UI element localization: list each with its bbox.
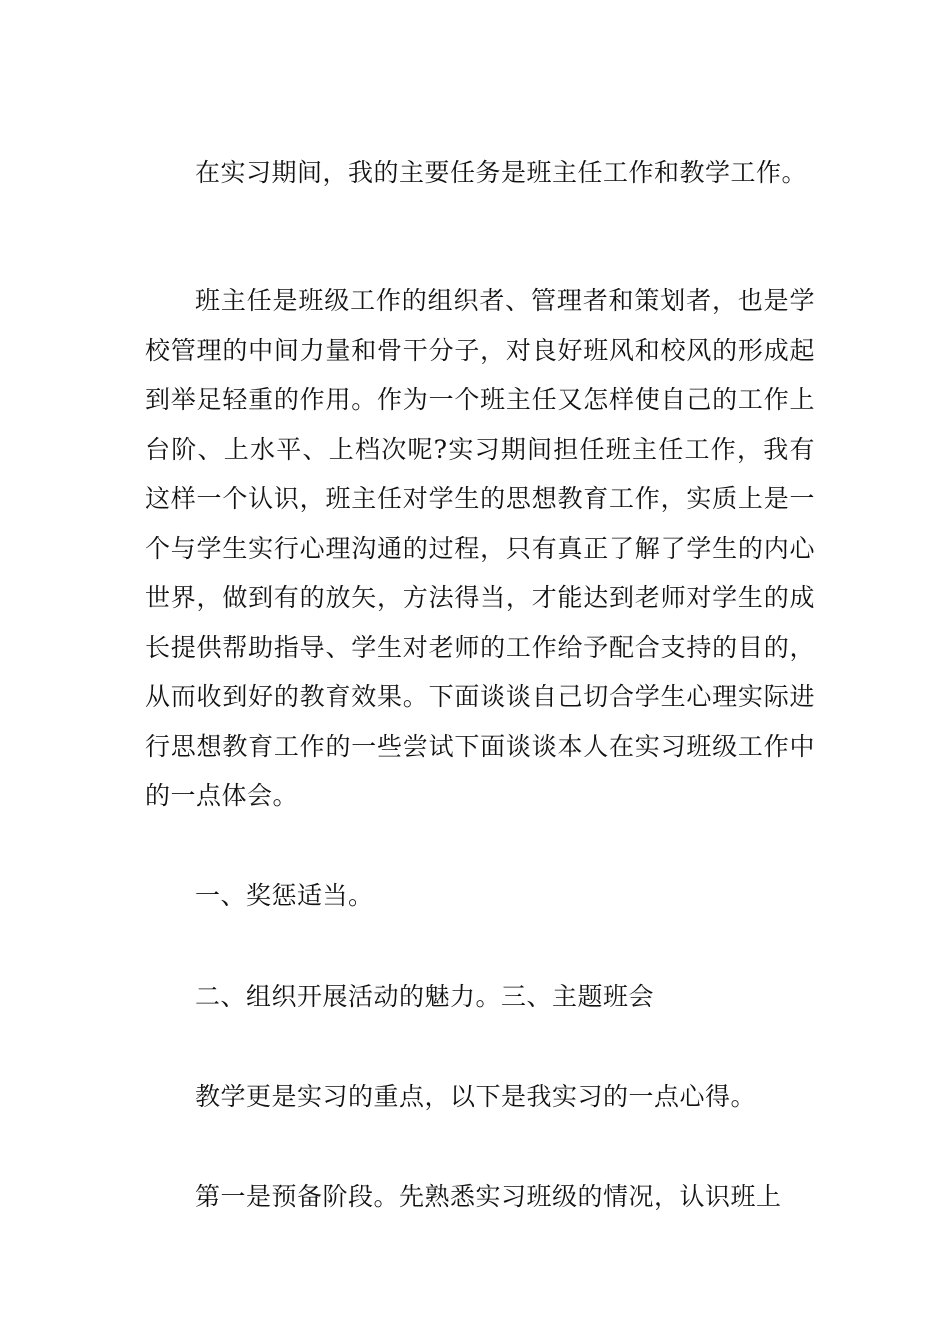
paragraph-section-rewards: 一、奖惩适当。 xyxy=(195,881,374,910)
paragraph-head-teacher-role: 班主任是班级工作的组织者、管理者和策划者，也是学校管理的中间力量和骨干分子，对良好班风和校风的形成起到举足轻重的作用。作为一个班主任又怎样使自己的工作上台阶、上水平、上档次呢?实习期间担任班主任工作，我有这样一个认识，班主任对学生的思想教育工作，实质上是一个与学生实行心理沟通的过程，只有真正了解了学生的内心世界，做到有的放矢，方法得当，才能达到老师对学生的成长提供帮助指导、学生对老师的工作给予配合支持的目的，从而收到好的教育效果。下面谈谈自己切合学生心理实际进行思想教育工作的一些尝试下面谈谈本人在实习班级工作中的一点体会。 xyxy=(145,286,815,810)
paragraph-internship-tasks: 在实习期间，我的主要任务是班主任工作和教学工作。 xyxy=(195,158,808,187)
paragraph-teaching-focus: 教学更是实习的重点，以下是我实习的一点心得。 xyxy=(195,1082,757,1111)
paragraph-section-activities: 二、组织开展活动的魅力。三、主题班会 xyxy=(195,982,655,1011)
paragraph-preparation-stage: 第一是预备阶段。先熟悉实习班级的情况，认识班上 xyxy=(195,1182,782,1211)
